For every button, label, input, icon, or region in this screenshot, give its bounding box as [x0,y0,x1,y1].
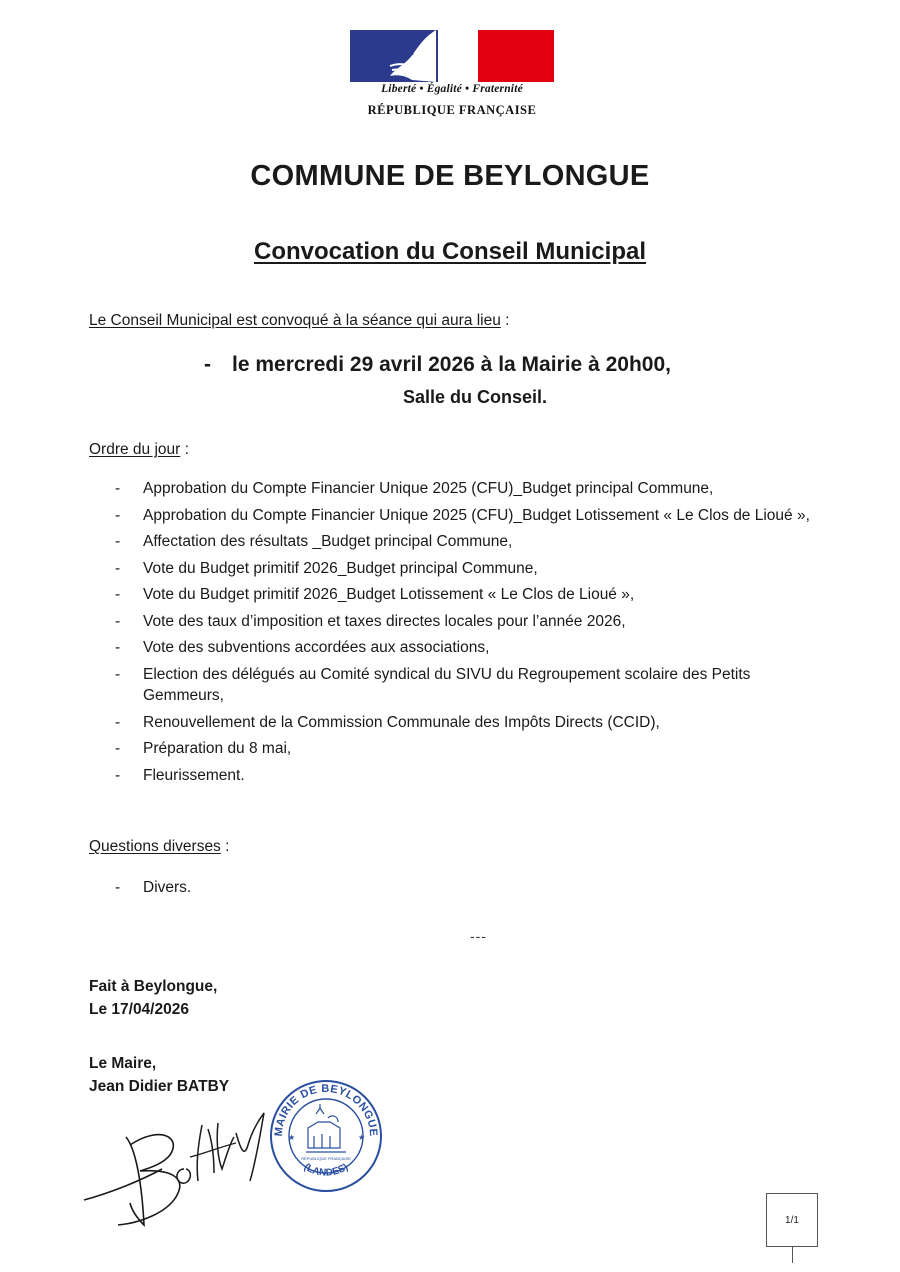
mayor-role: Le Maire, [89,1055,157,1072]
agenda-heading-text: Ordre du jour [89,441,181,458]
questions-heading-suffix: : [220,838,230,855]
questions-heading [89,838,229,856]
separator: --- [470,928,487,944]
agenda-item: - Fleurissement. [115,765,815,787]
agenda-item: - Renouvellement de la Commission Communale des Impôts Directs (CCID), [115,712,815,734]
made-at-block [89,975,217,1021]
mayor-name: Jean Didier BATBY [89,1078,230,1095]
commune-title: COMMUNE DE BEYLONGUE [250,160,650,192]
agenda-item: - Affectation des résultats _Budget principal Commune, [115,531,815,553]
republic-motto: Liberté • Égalité • Fraternité [381,83,523,95]
svg-text:MAIRIE DE BEYLONGUE: MAIRIE DE BEYLONGUE [272,1082,380,1137]
intro-text: Le Conseil Municipal est convoqué à la séance qui aura lieu [89,312,501,329]
agenda-heading-suffix: : [180,441,189,458]
svg-text:RÉPUBLIQUE FRANÇAISE: RÉPUBLIQUE FRANÇAISE [301,1156,351,1161]
svg-text:(LANDES): (LANDES) [301,1161,351,1179]
made-at-place: Fait à Beylongue, [89,978,218,995]
questions-heading-text: Questions diverses [89,838,221,855]
agenda-item: - Election des délégués au Comité syndical du SIVU du Regroupement scolaire des Petits Gemmeurs, [115,664,815,707]
page-box-tick [792,1247,793,1263]
page-number: 1/1 [766,1193,818,1247]
convocation-title: Convocation du Conseil Municipal [253,238,646,265]
town-hall-stamp-icon [268,1078,384,1194]
agenda-item: - Vote du Budget primitif 2026_Budget principal Commune, [115,558,815,580]
agenda-item: - Approbation du Compte Financier Unique 2025 (CFU)_Budget Lotissement « Le Clos de Lioué », [115,505,815,527]
marianne-logo [348,28,556,122]
intro-line [89,312,510,330]
agenda-list [115,478,815,791]
mayor-signature-icon [80,1085,280,1235]
agenda-item: - Préparation du 8 mai, [115,738,815,760]
agenda-item: - Vote du Budget primitif 2026_Budget Lotissement « Le Clos de Lioué », [115,584,815,606]
meeting-dash: - [204,353,211,376]
agenda-item: - Vote des subventions accordées aux associations, [115,637,815,659]
meeting-room: Salle du Conseil. [402,387,548,407]
made-at-date: Le 17/04/2026 [89,1001,189,1018]
republic-name: RÉPUBLIQUE FRANÇAISE [367,103,537,117]
marianne-flag-icon [350,30,554,82]
svg-text:★: ★ [358,1133,366,1142]
agenda-item: - Vote des taux d’imposition et taxes directes locales pour l’année 2026, [115,611,815,633]
questions-item: - Divers. [115,879,191,897]
meeting-date-line [204,353,671,377]
svg-text:★: ★ [288,1133,296,1142]
questions-list [115,879,191,897]
agenda-heading [89,441,189,459]
meeting-date: le mercredi 29 avril 2026 à la Mairie à 20h00, [232,353,671,376]
intro-suffix: : [500,312,510,329]
agenda-item: - Approbation du Compte Financier Unique 2025 (CFU)_Budget principal Commune, [115,478,815,500]
